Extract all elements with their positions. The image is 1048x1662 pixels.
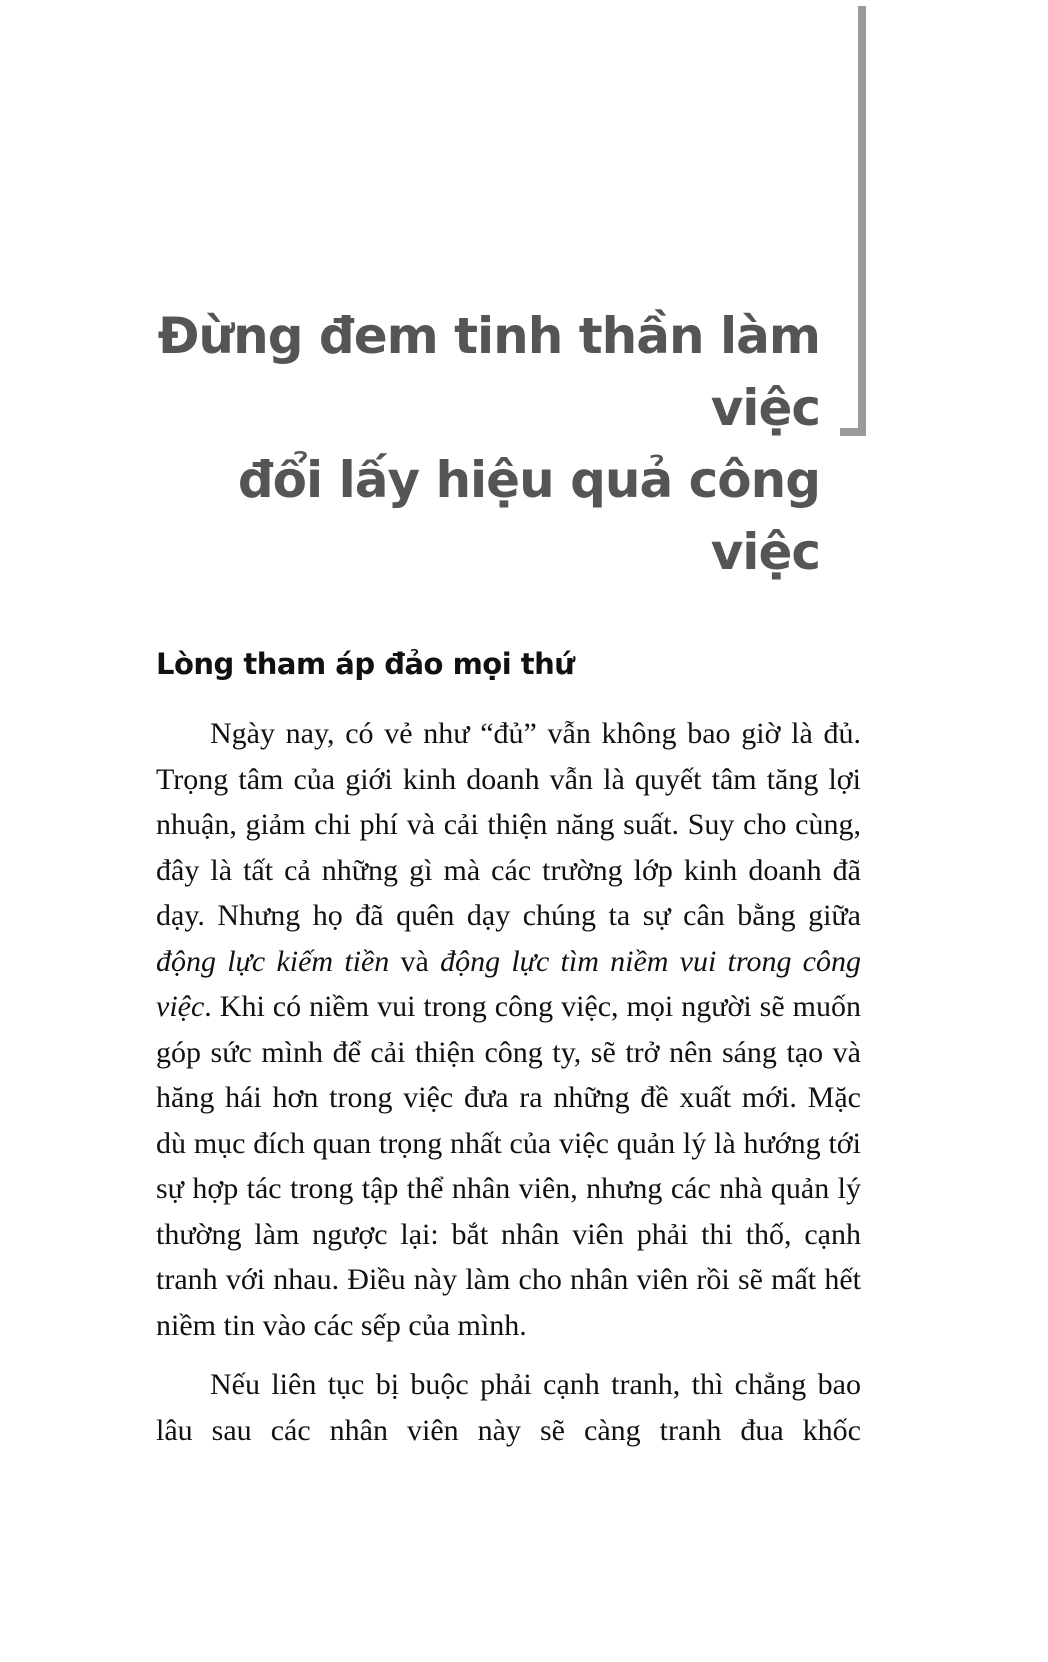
chapter-title-line-2: đổi lấy hiệu quả công việc: [237, 451, 820, 581]
paragraph-2: Nếu liên tục bị buộc phải cạnh tranh, thì chẳng bao lâu sau các nhân viên này sẽ càng tranh đua khốc: [156, 1368, 861, 1447]
paragraph-1: [156, 711, 861, 1348]
chapter-bracket-bar: [858, 6, 866, 436]
paragraph-1-emphasis-2: động lực tìm niềm vui trong công việc: [156, 944, 861, 1023]
chapter-title-line-1: Đừng đem tinh thần làm việc: [157, 307, 820, 437]
paragraph-1-emphasis-1: động lực kiếm tiền: [156, 944, 390, 978]
section-heading: Lòng tham áp đảo mọi thứ: [156, 647, 575, 681]
paragraph-1-text-b: và: [389, 944, 441, 978]
chapter-bracket-foot: [840, 428, 866, 436]
chapter-title: [120, 300, 820, 588]
paragraph-1-text-a: Ngày nay, có vẻ như “đủ” vẫn không bao giờ là đủ. Trọng tâm của giới kinh doanh vẫn là quyết tâm tăng lợi nhuận, giảm chi phí và cải thiện năng suất. Suy cho cùng, đây là tất cả những gì mà các trường lớp kinh doanh đã dạy. Nhưng họ đã quên dạy chúng ta sự cân bằng giữa: [156, 717, 861, 932]
paragraph-1-text-c: . Khi có niềm vui trong công việc, mọi người sẽ muốn góp sức mình để cải thiện công ty, sẽ trở nên sáng tạo và hăng hái hơn trong việc đưa ra những đề xuất mới. Mặc dù mục đích quan trọng nhất của việc quản lý là hướng tới sự hợp tác trong tập thể nhân viên, nhưng các nhà quản lý thường làm ngược lại: bắt nhân viên phải thi thố, cạnh tranh với nhau. Điều này làm cho nhân viên rồi sẽ mất hết niềm tin vào các sếp của mình.: [156, 990, 861, 1342]
body-text: [156, 711, 861, 1467]
